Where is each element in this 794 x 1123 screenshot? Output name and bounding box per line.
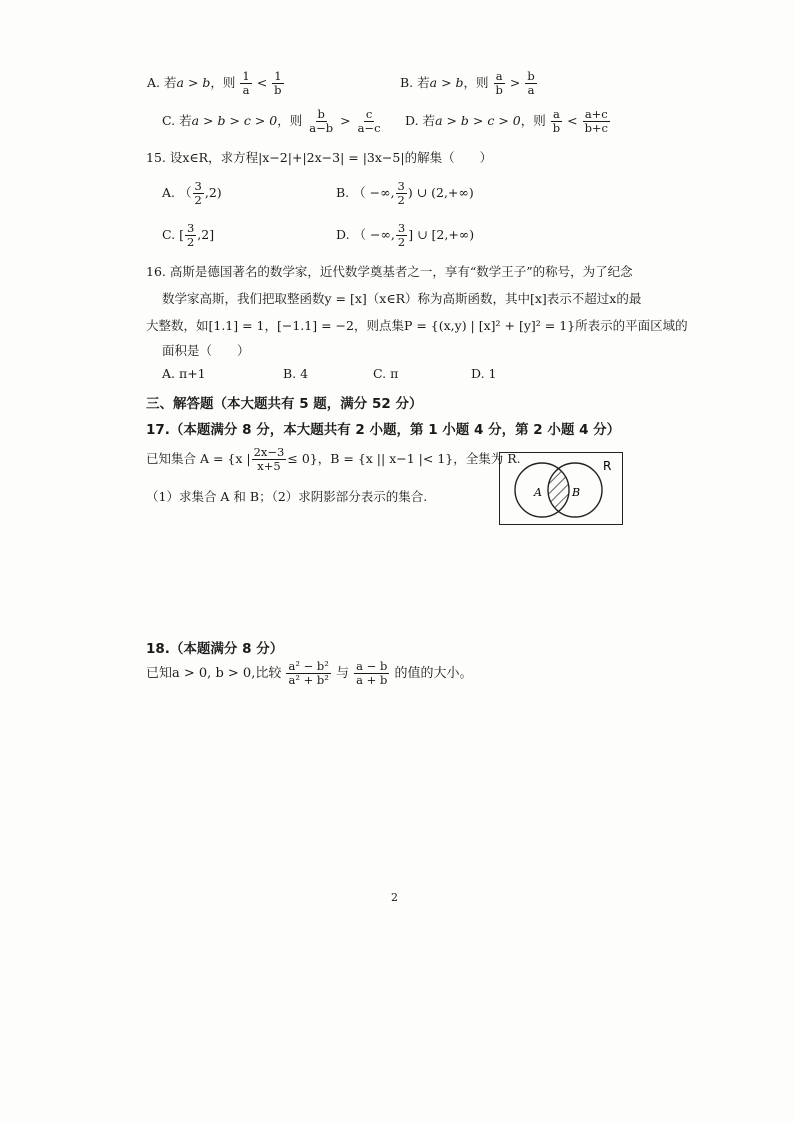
q15-option-a: A. （ $\frac{3}{2}$ ,2) xyxy=(162,179,222,207)
q16-line-3: 大整数，如[1.1] = 1，[−1.1] = −2，则点集P = {(x,y) | [x]² + [y]² = 1}所表示的平面区域的 xyxy=(146,318,688,333)
q15-stem: 15. 设x∈R，求方程|x−2|+|2x−3| = |3x−5|的解集（ ） xyxy=(146,150,493,165)
venn-diagram xyxy=(499,452,623,525)
q16-option-c: C. π xyxy=(373,366,399,381)
q15-option-c: C. [ $\frac{3}{2}$ ,2] xyxy=(162,221,215,249)
q16-line-1: 16. 高斯是德国著名的数学家，近代数学奠基者之一，享有“数学王子”的称号，为了纪念 xyxy=(146,264,633,279)
page-number: 2 xyxy=(391,891,398,904)
q17-parts: （1）求集合 A 和 B；（2）求阴影部分表示的集合. xyxy=(146,489,428,504)
q16-option-a: A. π+1 xyxy=(162,366,206,381)
q14-option-c: C. 若a > b > c > 0，则 $\frac{b}{a-b}$ > $\frac{c}{a-c}$ xyxy=(162,107,381,135)
venn-label-r: R xyxy=(603,459,612,473)
q18-heading: 18.（本题满分 8 分） xyxy=(146,641,284,657)
q16-option-d: D. 1 xyxy=(471,366,497,381)
q17-given: 已知集合 A = {x | $\frac{2x-3}{x+5}$ ≤ 0}，B = {x || x−1 |< 1}，全集为 R. xyxy=(146,445,521,473)
q16-line-4: 面积是（ ） xyxy=(162,343,250,358)
q16-option-b: B. 4 xyxy=(283,366,309,381)
q15-option-b: B. （ −∞, $\frac{3}{2}$ ) ∪ (2,+∞) xyxy=(336,179,474,207)
venn-svg xyxy=(500,453,621,523)
section-heading: 三、解答题（本大题共有 5 题，满分 52 分） xyxy=(146,396,423,412)
q16-line-2: 数学家高斯，我们把取整函数y = [x]（x∈R）称为高斯函数，其中[x]表示不超过x的最 xyxy=(162,291,642,306)
q14-option-b: B. 若a > b，则 $\frac{a}{b}$ > $\frac{b}{a}$ xyxy=(400,69,535,97)
venn-label-b: B xyxy=(572,486,581,499)
venn-label-a: A xyxy=(534,486,542,499)
q18-given: 已知a > 0, b > 0,比较 $\frac{\text{a² − b²}}{\text{a² + b²}}$ 与 $\frac{a - b}{a + b}$ 的值的大小。 xyxy=(146,659,473,687)
q17-heading: 17.（本题满分 8 分，本大题共有 2 小题，第 1 小题 4 分，第 2 小题 4 分） xyxy=(146,422,621,438)
q15-option-d: D. （ −∞, $\frac{3}{2}$ ] ∪ [2,+∞) xyxy=(336,221,475,249)
q14-option-d: D. 若a > b > c > 0，则 $\frac{a}{b}$ < $\frac{a+c}{b+c}$ xyxy=(405,107,609,135)
q14-option-a: A. 若a > b，则 $\frac{1}{a}$ < $\frac{1}{b}$ xyxy=(147,69,282,97)
